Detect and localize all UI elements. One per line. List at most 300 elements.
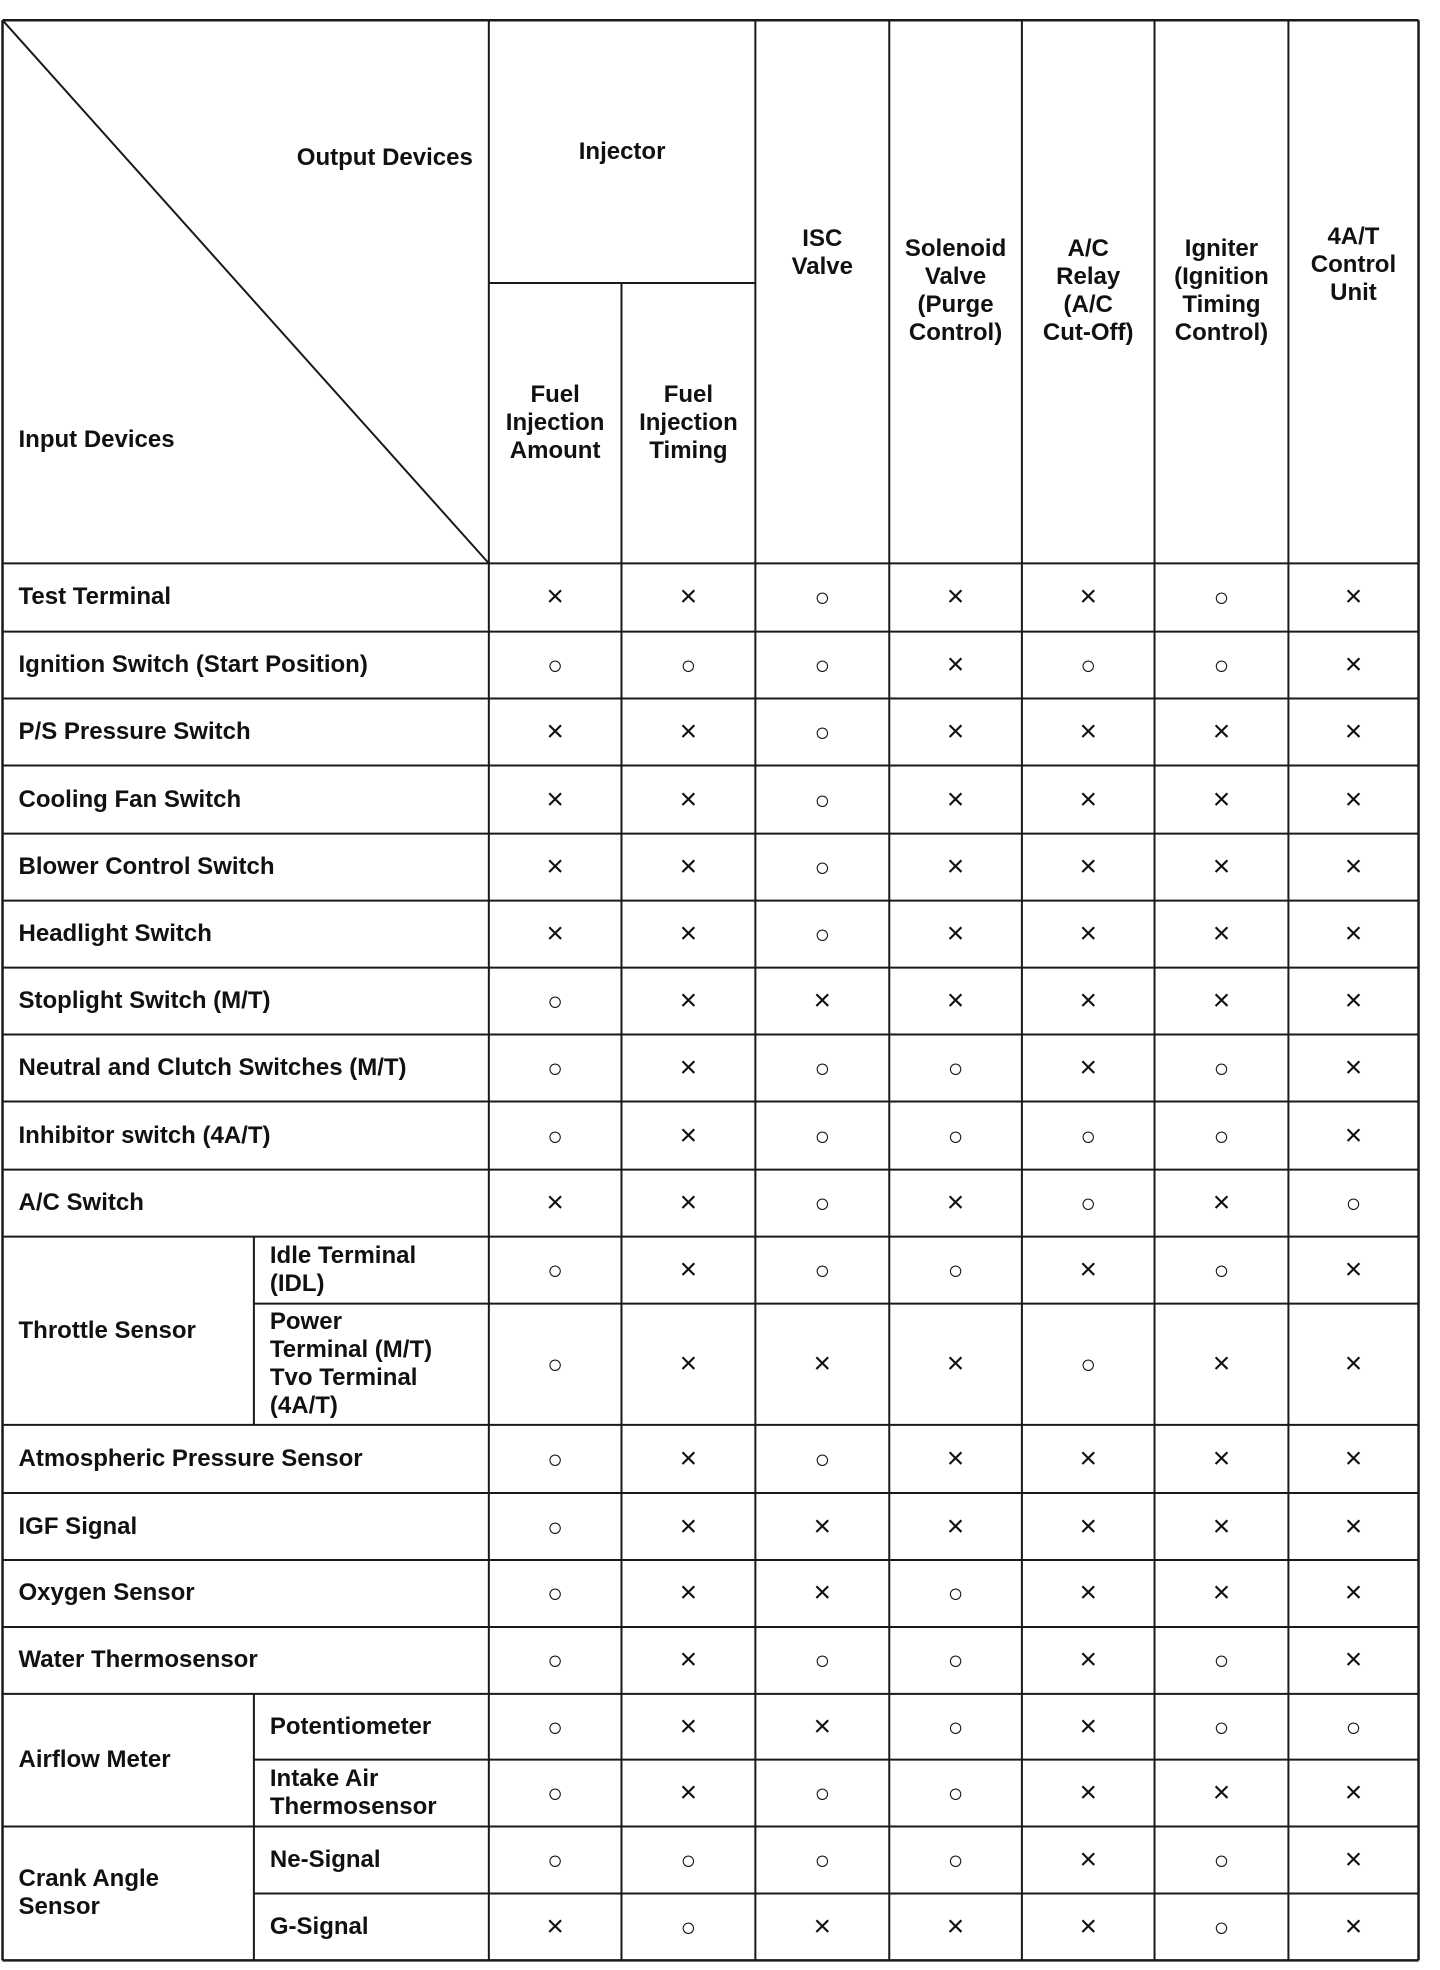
not-applicable-mark <box>1022 1627 1155 1694</box>
not-applicable-mark-text: × <box>1212 1776 1231 1810</box>
not-applicable-mark-text: × <box>946 648 965 682</box>
not-applicable-mark-text: × <box>679 1709 698 1743</box>
row-label-text: Blower Control Switch <box>18 853 275 881</box>
not-applicable-mark <box>1288 1304 1418 1425</box>
applies-mark-text: ○ <box>1213 1645 1230 1676</box>
applies-mark <box>755 834 889 901</box>
not-applicable-mark-text: × <box>1079 917 1097 951</box>
applies-mark-text: ○ <box>814 1188 831 1219</box>
applies-mark <box>489 1760 622 1827</box>
row-label-text: Ignition Switch (Start Position) <box>18 651 368 679</box>
applies-mark-text: ○ <box>547 650 563 681</box>
applies-mark <box>889 1560 1022 1627</box>
not-applicable-mark <box>889 1425 1022 1493</box>
not-applicable-mark-text: × <box>946 714 965 748</box>
not-applicable-mark <box>1022 1237 1155 1304</box>
applies-mark-text: ○ <box>814 1844 831 1875</box>
applies-mark-text: ○ <box>947 1052 964 1083</box>
not-applicable-mark-text: × <box>679 984 698 1018</box>
not-applicable-mark <box>755 1694 889 1760</box>
applies-mark <box>889 1237 1022 1304</box>
not-applicable-mark <box>1022 1893 1155 1960</box>
row-label <box>3 901 489 968</box>
not-applicable-mark <box>1155 1493 1289 1560</box>
not-applicable-mark-text: × <box>1344 580 1363 614</box>
applies-mark <box>1155 1101 1289 1169</box>
not-applicable-mark <box>1155 1560 1289 1627</box>
applies-mark-text: ○ <box>1080 1120 1097 1151</box>
not-applicable-mark-text: × <box>946 850 965 884</box>
applies-mark-text: ○ <box>547 1778 563 1809</box>
applies-mark-text: ○ <box>814 852 831 883</box>
row-label-text: Stoplight Switch (M/T) <box>18 987 271 1015</box>
output-devices-label <box>224 136 473 180</box>
not-applicable-mark-text: × <box>813 1509 832 1543</box>
applies-mark <box>755 1760 889 1827</box>
applies-mark <box>755 1827 889 1894</box>
not-applicable-mark-text: × <box>813 1347 832 1381</box>
isc-valve-header <box>755 20 889 563</box>
not-applicable-mark <box>1022 834 1155 901</box>
not-applicable-mark-text: × <box>946 1186 965 1220</box>
not-applicable-mark <box>755 1493 889 1560</box>
row-sublabel-text: Intake Air Thermosensor <box>269 1765 437 1821</box>
not-applicable-mark-text: × <box>679 1186 698 1220</box>
applies-mark-text: ○ <box>814 919 831 950</box>
applies-mark <box>755 901 889 968</box>
not-applicable-mark <box>1288 968 1418 1035</box>
not-applicable-mark-text: × <box>1212 917 1231 951</box>
applies-mark-text: ○ <box>547 986 563 1017</box>
not-applicable-mark-text: × <box>946 1347 965 1381</box>
not-applicable-mark-text: × <box>679 714 698 748</box>
not-applicable-mark <box>1288 1493 1418 1560</box>
not-applicable-mark-text: × <box>546 782 564 816</box>
not-applicable-mark <box>889 1893 1022 1960</box>
applies-mark-text: ○ <box>680 650 697 681</box>
not-applicable-mark-text: × <box>1344 714 1363 748</box>
not-applicable-mark <box>889 834 1022 901</box>
not-applicable-mark <box>1155 1425 1289 1493</box>
applies-mark-text: ○ <box>1213 1255 1230 1286</box>
applies-mark-text: ○ <box>947 1645 964 1676</box>
row-sublabel-text: G-Signal <box>269 1912 369 1940</box>
row-label-text: Inhibitor switch (4A/T) <box>18 1121 271 1149</box>
row-sublabel-text: Potentiometer <box>269 1712 432 1740</box>
applies-mark-text: ○ <box>814 1255 831 1286</box>
not-applicable-mark-text: × <box>1079 1253 1097 1287</box>
not-applicable-mark-text: × <box>946 1509 965 1543</box>
fuel-injection-amount-header <box>489 283 622 563</box>
not-applicable-mark <box>1288 1893 1418 1960</box>
applies-mark-text: ○ <box>1080 1188 1097 1219</box>
not-applicable-mark-text: × <box>813 1576 832 1610</box>
not-applicable-mark-text: × <box>946 580 965 614</box>
applies-mark-text: ○ <box>947 1711 964 1742</box>
row-label <box>3 563 489 631</box>
not-applicable-mark <box>1022 901 1155 968</box>
not-applicable-mark <box>1022 1493 1155 1560</box>
not-applicable-mark-text: × <box>679 580 698 614</box>
applies-mark <box>889 1101 1022 1169</box>
applies-mark <box>489 968 622 1035</box>
applies-mark <box>621 632 755 699</box>
not-applicable-mark <box>1288 834 1418 901</box>
not-applicable-mark-text: × <box>546 850 564 884</box>
row-label <box>3 1425 489 1493</box>
not-applicable-mark <box>1022 1760 1155 1827</box>
not-applicable-mark <box>1288 1237 1418 1304</box>
not-applicable-mark-text: × <box>946 917 965 951</box>
not-applicable-mark <box>489 901 622 968</box>
row-label <box>3 1627 489 1694</box>
not-applicable-mark-text: × <box>1212 1576 1231 1610</box>
not-applicable-mark-text: × <box>679 1576 698 1610</box>
applies-mark-text: ○ <box>814 1645 831 1676</box>
applies-mark-text: ○ <box>1345 1188 1362 1219</box>
not-applicable-mark <box>1022 1827 1155 1894</box>
not-applicable-mark <box>621 563 755 631</box>
not-applicable-mark-text: × <box>1344 1576 1363 1610</box>
not-applicable-mark <box>889 968 1022 1035</box>
not-applicable-mark <box>621 1493 755 1560</box>
not-applicable-mark <box>1022 968 1155 1035</box>
not-applicable-mark-text: × <box>1344 1909 1363 1943</box>
applies-mark <box>1155 1627 1289 1694</box>
not-applicable-mark-text: × <box>546 580 564 614</box>
not-applicable-mark <box>621 1035 755 1102</box>
not-applicable-mark-text: × <box>1344 1643 1363 1677</box>
applies-mark <box>489 1694 622 1760</box>
applies-mark-text: ○ <box>1345 1711 1362 1742</box>
not-applicable-mark <box>755 968 889 1035</box>
not-applicable-mark-text: × <box>813 984 832 1018</box>
not-applicable-mark <box>621 901 755 968</box>
not-applicable-mark-text: × <box>679 782 698 816</box>
applies-mark <box>755 632 889 699</box>
applies-mark <box>1155 1827 1289 1894</box>
not-applicable-mark <box>889 1493 1022 1560</box>
not-applicable-mark <box>889 563 1022 631</box>
applies-mark-text: ○ <box>814 1778 831 1809</box>
applies-mark-text: ○ <box>1080 1349 1097 1380</box>
not-applicable-mark <box>1155 1170 1289 1237</box>
not-applicable-mark-text: × <box>1079 1643 1097 1677</box>
row-sublabel-text: Ne-Signal <box>269 1845 381 1873</box>
applies-mark-text: ○ <box>547 1711 563 1742</box>
not-applicable-mark <box>621 1304 755 1425</box>
row-label <box>3 765 489 833</box>
row-label-text: Water Thermosensor <box>18 1646 258 1674</box>
applies-mark-text: ○ <box>547 1255 563 1286</box>
not-applicable-mark <box>621 1560 755 1627</box>
not-applicable-mark-text: × <box>1344 1050 1363 1084</box>
row-sublabel <box>254 1237 489 1304</box>
not-applicable-mark-text: × <box>1212 1186 1231 1220</box>
not-applicable-mark <box>1155 901 1289 968</box>
applies-mark-text: ○ <box>547 1349 563 1380</box>
applies-mark-text: ○ <box>547 1120 563 1151</box>
applies-mark <box>489 1493 622 1560</box>
row-label <box>3 968 489 1035</box>
not-applicable-mark-text: × <box>813 1909 832 1943</box>
row-label <box>3 1035 489 1102</box>
applies-mark-text: ○ <box>947 1778 964 1809</box>
applies-mark-text: ○ <box>547 1645 563 1676</box>
not-applicable-mark-text: × <box>1344 917 1363 951</box>
not-applicable-mark-text: × <box>1344 1253 1363 1287</box>
applies-mark <box>489 1627 622 1694</box>
applies-mark <box>889 1694 1022 1760</box>
not-applicable-mark <box>1288 901 1418 968</box>
crank-angle-sensor-group-label <box>3 1827 254 1961</box>
crank-angle-sensor-group-label-text: Crank Angle Sensor <box>18 1865 159 1921</box>
applies-mark-text: ○ <box>1213 1120 1230 1151</box>
applies-mark <box>621 1893 755 1960</box>
row-label-text: Atmospheric Pressure Sensor <box>18 1444 363 1472</box>
not-applicable-mark-text: × <box>546 714 564 748</box>
not-applicable-mark <box>1288 563 1418 631</box>
not-applicable-mark-text: × <box>679 917 698 951</box>
not-applicable-mark <box>489 1170 622 1237</box>
not-applicable-mark <box>489 699 622 766</box>
applies-mark-text: ○ <box>1213 1911 1230 1942</box>
not-applicable-mark-text: × <box>1212 782 1231 816</box>
not-applicable-mark <box>1155 699 1289 766</box>
not-applicable-mark-text: × <box>679 850 698 884</box>
applies-mark <box>1022 1101 1155 1169</box>
injector-header-text: Injector <box>578 137 666 165</box>
not-applicable-mark <box>621 1101 755 1169</box>
applies-mark <box>1022 632 1155 699</box>
not-applicable-mark <box>1288 632 1418 699</box>
input-devices-label <box>3 418 294 462</box>
ac-relay-header <box>1022 20 1155 563</box>
not-applicable-mark-text: × <box>1212 1441 1231 1475</box>
not-applicable-mark-text: × <box>1079 1709 1097 1743</box>
not-applicable-mark-text: × <box>679 1118 698 1152</box>
applies-mark <box>755 1101 889 1169</box>
at-control-unit-header <box>1288 20 1418 563</box>
row-label <box>3 1101 489 1169</box>
not-applicable-mark <box>621 1694 755 1760</box>
not-applicable-mark <box>1022 699 1155 766</box>
not-applicable-mark <box>489 563 622 631</box>
not-applicable-mark <box>889 1170 1022 1237</box>
row-label <box>3 834 489 901</box>
row-label-text: P/S Pressure Switch <box>18 717 251 745</box>
applies-mark <box>755 1425 889 1493</box>
not-applicable-mark-text: × <box>813 1709 832 1743</box>
not-applicable-mark <box>755 1304 889 1425</box>
solenoid-valve-header-text: Solenoid Valve (Purge Control) <box>904 234 1007 346</box>
row-sublabel-text: Idle Terminal (IDL) <box>269 1242 417 1298</box>
applies-mark <box>1155 1035 1289 1102</box>
not-applicable-mark-text: × <box>1212 850 1231 884</box>
applies-mark-text: ○ <box>547 1511 563 1542</box>
applies-mark <box>1155 1893 1289 1960</box>
not-applicable-mark <box>621 1760 755 1827</box>
applies-mark <box>489 1827 622 1894</box>
not-applicable-mark-text: × <box>1344 1118 1363 1152</box>
not-applicable-mark-text: × <box>1344 648 1363 682</box>
applies-mark-text: ○ <box>1080 650 1097 681</box>
ac-relay-header-text: A/C Relay (A/C Cut-Off) <box>1042 234 1134 346</box>
not-applicable-mark <box>1288 699 1418 766</box>
not-applicable-mark <box>889 699 1022 766</box>
not-applicable-mark <box>621 1170 755 1237</box>
applies-mark-text: ○ <box>547 1578 563 1609</box>
output-devices-label-text: Output Devices <box>296 143 473 171</box>
not-applicable-mark-text: × <box>546 1909 564 1943</box>
not-applicable-mark <box>755 1560 889 1627</box>
not-applicable-mark-text: × <box>1079 1576 1097 1610</box>
not-applicable-mark <box>1155 765 1289 833</box>
row-sublabel <box>254 1760 489 1827</box>
airflow-meter-group-label-text: Airflow Meter <box>18 1746 171 1774</box>
applies-mark <box>489 1035 622 1102</box>
applies-mark <box>755 1237 889 1304</box>
not-applicable-mark-text: × <box>1079 714 1097 748</box>
not-applicable-mark-text: × <box>546 1186 564 1220</box>
applies-mark-text: ○ <box>947 1844 964 1875</box>
not-applicable-mark <box>1288 1425 1418 1493</box>
not-applicable-mark-text: × <box>679 1050 698 1084</box>
applies-mark <box>489 1101 622 1169</box>
applies-mark-text: ○ <box>680 1911 697 1942</box>
not-applicable-mark <box>1155 968 1289 1035</box>
not-applicable-mark-text: × <box>946 984 965 1018</box>
row-sublabel <box>254 1827 489 1894</box>
throttle-sensor-group-label <box>3 1237 254 1425</box>
row-label <box>3 1493 489 1560</box>
applies-mark <box>755 1035 889 1102</box>
applies-mark <box>489 1560 622 1627</box>
applies-mark-text: ○ <box>814 1052 831 1083</box>
not-applicable-mark-text: × <box>1079 850 1097 884</box>
applies-mark <box>1155 1237 1289 1304</box>
applies-mark-text: ○ <box>547 1844 563 1875</box>
row-label-text: IGF Signal <box>18 1512 138 1540</box>
not-applicable-mark <box>1288 765 1418 833</box>
not-applicable-mark <box>1155 1760 1289 1827</box>
applies-mark-text: ○ <box>547 1052 563 1083</box>
applies-mark-text: ○ <box>814 582 831 613</box>
not-applicable-mark <box>1022 563 1155 631</box>
not-applicable-mark <box>1288 1560 1418 1627</box>
throttle-sensor-group-label-text: Throttle Sensor <box>18 1316 196 1344</box>
row-label <box>3 1560 489 1627</box>
not-applicable-mark <box>621 699 755 766</box>
not-applicable-mark <box>621 834 755 901</box>
not-applicable-mark-text: × <box>1344 1347 1363 1381</box>
not-applicable-mark-text: × <box>1079 580 1097 614</box>
applies-mark <box>1155 1694 1289 1760</box>
applies-mark <box>889 1760 1022 1827</box>
igniter-header-text: Igniter (Ignition Timing Control) <box>1174 234 1269 346</box>
not-applicable-mark-text: × <box>946 1909 965 1943</box>
row-label-text: Test Terminal <box>18 583 171 611</box>
applies-mark <box>755 765 889 833</box>
not-applicable-mark-text: × <box>1344 1842 1363 1876</box>
not-applicable-mark-text: × <box>1212 1347 1231 1381</box>
fuel-injection-amount-header-text: Fuel Injection Amount <box>505 381 605 465</box>
input-devices-label-text: Input Devices <box>18 425 175 453</box>
airflow-meter-group-label <box>3 1694 254 1827</box>
row-label-text: A/C Switch <box>18 1189 144 1217</box>
row-sublabel <box>254 1893 489 1960</box>
not-applicable-mark <box>621 1627 755 1694</box>
row-label-text: Oxygen Sensor <box>18 1579 195 1607</box>
not-applicable-mark <box>621 1425 755 1493</box>
applies-mark <box>1288 1170 1418 1237</box>
row-sublabel <box>254 1694 489 1760</box>
not-applicable-mark <box>1155 834 1289 901</box>
applies-mark-text: ○ <box>1213 1052 1230 1083</box>
not-applicable-mark-text: × <box>679 1776 698 1810</box>
applies-mark-text: ○ <box>814 1443 831 1474</box>
row-sublabel <box>254 1304 489 1425</box>
applies-mark <box>1288 1694 1418 1760</box>
row-label <box>3 632 489 699</box>
applies-mark <box>1022 1170 1155 1237</box>
solenoid-valve-header <box>889 20 1022 563</box>
applies-mark <box>755 1170 889 1237</box>
not-applicable-mark-text: × <box>546 917 564 951</box>
not-applicable-mark <box>1022 1560 1155 1627</box>
not-applicable-mark <box>489 1893 622 1960</box>
applies-mark-text: ○ <box>814 716 831 747</box>
not-applicable-mark <box>1022 1425 1155 1493</box>
isc-valve-header-text: ISC Valve <box>791 224 853 280</box>
fuel-injection-timing-header <box>621 283 755 563</box>
not-applicable-mark <box>621 968 755 1035</box>
not-applicable-mark-text: × <box>1344 984 1363 1018</box>
applies-mark <box>755 563 889 631</box>
row-label <box>3 699 489 766</box>
not-applicable-mark-text: × <box>679 1643 698 1677</box>
not-applicable-mark <box>889 632 1022 699</box>
not-applicable-mark-text: × <box>679 1441 698 1475</box>
applies-mark <box>621 1827 755 1894</box>
not-applicable-mark-text: × <box>1079 1776 1097 1810</box>
applies-mark-text: ○ <box>947 1255 964 1286</box>
row-sublabel-text: Power Terminal (M/T) Tvo Terminal (4A/T) <box>269 1308 433 1420</box>
not-applicable-mark <box>1288 1827 1418 1894</box>
row-label-text: Neutral and Clutch Switches (M/T) <box>18 1053 407 1081</box>
applies-mark-text: ○ <box>547 1443 563 1474</box>
not-applicable-mark-text: × <box>946 782 965 816</box>
applies-mark <box>1155 632 1289 699</box>
not-applicable-mark-text: × <box>679 1253 698 1287</box>
applies-mark-text: ○ <box>814 784 831 815</box>
not-applicable-mark-text: × <box>1079 1842 1097 1876</box>
not-applicable-mark <box>1288 1035 1418 1102</box>
not-applicable-mark <box>889 901 1022 968</box>
applies-mark <box>1022 1304 1155 1425</box>
applies-mark-text: ○ <box>947 1120 964 1151</box>
not-applicable-mark-text: × <box>1212 714 1231 748</box>
not-applicable-mark <box>1288 1101 1418 1169</box>
igniter-header <box>1155 20 1289 563</box>
not-applicable-mark <box>1155 1304 1289 1425</box>
not-applicable-mark <box>1022 1035 1155 1102</box>
applies-mark-text: ○ <box>1213 1844 1230 1875</box>
applies-mark <box>489 1425 622 1493</box>
not-applicable-mark-text: × <box>1344 782 1363 816</box>
applies-mark <box>755 699 889 766</box>
not-applicable-mark <box>489 765 622 833</box>
